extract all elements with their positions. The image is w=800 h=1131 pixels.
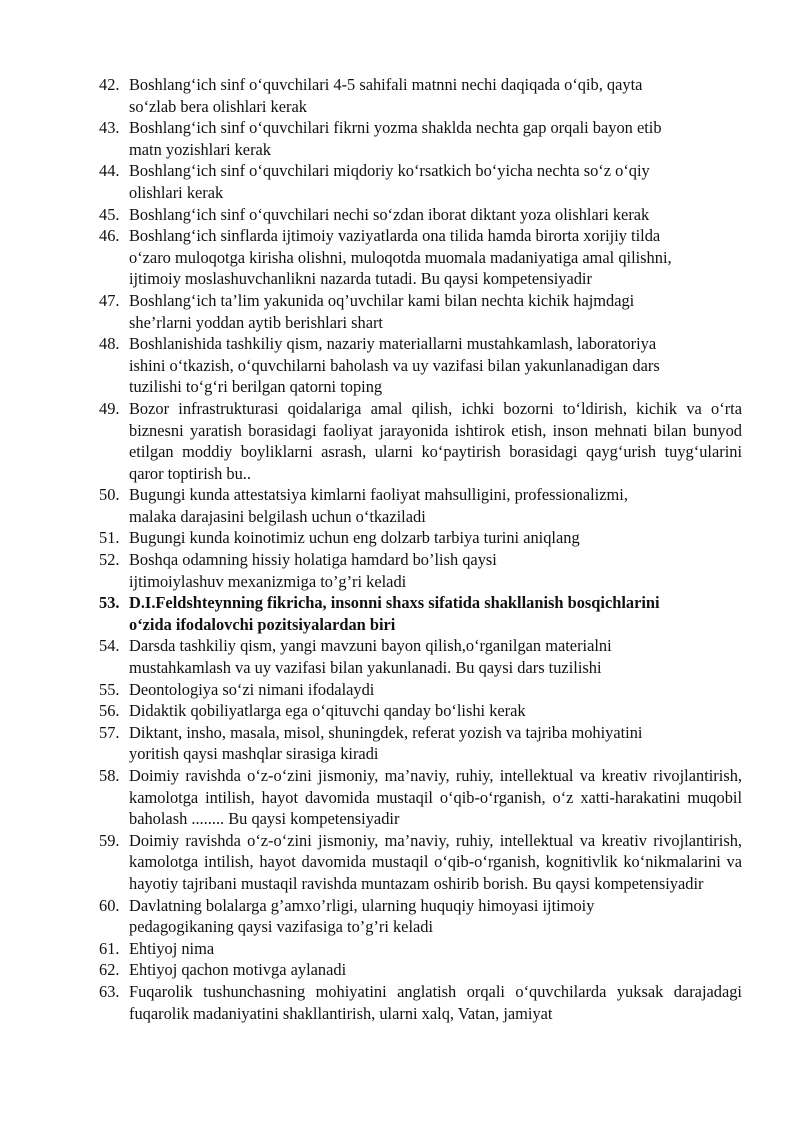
question-text-line: yoritish qaysi mashqlar sirasiga kiradi	[129, 744, 379, 764]
question-text	[129, 549, 742, 592]
question-text-line: matn yozishlari kerak	[129, 139, 272, 159]
question-text-line: Ehtiyoj nima	[129, 938, 215, 958]
question-number: 60.	[99, 895, 120, 915]
question-number: 48.	[99, 334, 120, 354]
question-text	[129, 225, 742, 290]
question-item	[99, 938, 742, 960]
question-text-line: ijtimoiy moslashuvchanlikni nazarda tutadi. Bu qaysi kompetensiyadir	[129, 269, 592, 289]
question-text	[129, 204, 742, 226]
question-item	[99, 635, 742, 678]
question-item	[99, 592, 742, 635]
question-item	[99, 398, 742, 484]
question-text-line: Diktant, insho, masala, misol, shuningdek, referat yozish va tajriba mohiyatini	[129, 722, 643, 742]
question-number: 50.	[99, 485, 120, 505]
question-text	[129, 959, 742, 981]
question-item	[99, 895, 742, 938]
question-item	[99, 333, 742, 398]
question-number: 54.	[99, 636, 120, 656]
question-text-line: tuzilishi to‘g‘ri berilgan qatorni toping	[129, 377, 383, 397]
question-text	[129, 700, 742, 722]
question-text	[129, 484, 742, 527]
question-text-line: ishini o‘tkazish, o‘quvchilarni baholash va uy vazifasi bilan yakunlanadigan dars	[129, 355, 660, 375]
question-text-line: Boshlang‘ich sinf o‘quvchilari miqdoriy ko‘rsatkich bo‘yicha nechta so‘z o‘qiy	[129, 161, 650, 181]
question-item	[99, 981, 742, 1024]
question-number: 49.	[99, 398, 120, 418]
question-item	[99, 484, 742, 527]
question-text: Doimiy ravishda o‘z-o‘zini jismoniy, ma’naviy, ruhiy, intellektual va kreativ rivojlantirish, kamolotga intilish, hayot davomida mustaqil o‘qib-o‘rganish, o‘z xatti-harakatini muqobil baholash ........ Bu qaysi kompetensiyadir	[129, 766, 742, 829]
question-text-line: Ehtiyoj qachon motivga aylanadi	[129, 960, 347, 980]
question-text-line: pedagogikaning qaysi vazifasiga to’g’ri keladi	[129, 917, 434, 937]
question-item	[99, 527, 742, 549]
question-text	[129, 635, 742, 678]
question-text-line: o‘zida ifodalovchi pozitsiyalardan biri	[129, 614, 396, 634]
question-number: 46.	[99, 226, 120, 246]
question-text-line: Davlatning bolalarga g’amxo’rligi, ularning huquqiy himoyasi ijtimoiy	[129, 895, 595, 915]
question-text-line: malaka darajasini belgilash uchun o‘tkaziladi	[129, 506, 426, 526]
question-list	[99, 74, 742, 1024]
question-item	[99, 549, 742, 592]
question-text-line: Deontologiya so‘zi nimani ifodalaydi	[129, 679, 375, 699]
question-text: Fuqarolik tushunchasning mohiyatini anglatish orqali o‘quvchilarda yuksak darajadagi fuqarolik madaniyatini shakllantirish, ularni xalq, Vatan, jamiyat	[129, 981, 742, 1023]
question-text-line: o‘zaro muloqotga kirisha olishni, muloqotda muomala madaniyatiga amal qilishni,	[129, 247, 672, 267]
question-text-line: mustahkamlash va uy vazifasi bilan yakunlanadi. Bu qaysi dars tuzilishi	[129, 658, 602, 678]
question-text-line: Darsda tashkiliy qism, yangi mavzuni bayon qilish,o‘rganilgan materialni	[129, 636, 612, 656]
question-text-line: Boshlang‘ich sinf o‘quvchilari 4-5 sahifali matnni nechi daqiqada o‘qib, qayta	[129, 75, 643, 94]
question-item	[99, 204, 742, 226]
question-text	[129, 117, 742, 160]
question-number: 47.	[99, 290, 120, 310]
question-number: 61.	[99, 938, 120, 958]
question-number: 55.	[99, 679, 120, 699]
question-number: 58.	[99, 766, 120, 785]
question-text	[129, 679, 742, 701]
question-text	[129, 333, 742, 398]
question-number: 42.	[99, 75, 120, 94]
question-text-line: Didaktik qobiliyatlarga ega o‘qituvchi qanday bo‘lishi kerak	[129, 701, 526, 721]
question-number: 43.	[99, 118, 120, 138]
question-text-line: ijtimoiylashuv mexanizmiga to’g’ri keladi	[129, 571, 407, 591]
question-text-line: Boshqa odamning hissiy holatiga hamdard bo’lish qaysi	[129, 550, 497, 570]
question-number: 44.	[99, 161, 120, 181]
question-text	[129, 160, 742, 203]
question-text-line: Boshlang‘ich ta’lim yakunida oq’uvchilar kami bilan nechta kichik hajmdagi	[129, 290, 635, 310]
question-number: 51.	[99, 528, 120, 548]
question-text	[129, 290, 742, 333]
question-text	[129, 895, 742, 938]
question-number: 62.	[99, 960, 120, 980]
question-text-line: so‘zlab bera olishlari kerak	[129, 96, 307, 116]
question-item	[99, 830, 742, 895]
question-number: 45.	[99, 204, 120, 224]
question-item	[99, 765, 742, 830]
question-text	[129, 74, 742, 117]
question-item	[99, 225, 742, 290]
question-item	[99, 160, 742, 203]
question-item	[99, 290, 742, 333]
question-number: 53.	[99, 593, 120, 613]
question-item	[99, 700, 742, 722]
question-text-line: olishlari kerak	[129, 182, 224, 202]
question-text: Bozor infrastrukturasi qoidalariga amal qilish, ichki bozorni to‘ldirish, kichik va o‘rta biznesni yaratish borasidagi faoliyat jarayonida ishtirok etish, inson mehnati bilan bunyod etilgan moddiy boyliklarni asrash, ularni ko‘paytirish borasidagi qayg‘urish tuyg‘ularini qaror toptirish bu..	[129, 398, 742, 483]
question-item	[99, 117, 742, 160]
question-number: 59.	[99, 830, 120, 850]
question-text-line: Bugungi kunda attestatsiya kimlarni faoliyat mahsulligini, professionalizmi,	[129, 485, 628, 505]
question-text	[129, 527, 742, 549]
question-text-line: D.I.Feldshteynning fikricha, insonni shaxs sifatida shakllanish bosqichlarini	[129, 593, 660, 613]
question-text	[129, 938, 742, 960]
question-text: Doimiy ravishda o‘z-o‘zini jismoniy, ma’naviy, ruhiy, intellektual va kreativ rivojlantirish, kamolotga intilish, hayot davomida mustaqil o‘qib-o‘rganish, kognitivlik ko‘nikmalarini va hayotiy tajribani mustaqil ravishda muntazam oshirib borish. Bu qaysi kompetensiyadir	[129, 830, 742, 893]
question-text-line: Boshlang‘ich sinflarda ijtimoiy vaziyatlarda ona tilida hamda birorta xorijiy tilda	[129, 226, 661, 246]
question-item	[99, 959, 742, 981]
question-number: 63.	[99, 981, 120, 1001]
question-text-line: Boshlanishida tashkiliy qism, nazariy materiallarni mustahkamlash, laboratoriya	[129, 334, 657, 354]
question-item	[99, 74, 742, 117]
question-text	[129, 592, 742, 635]
question-text-line: Boshlang‘ich sinf o‘quvchilari nechi so‘zdan iborat diktant yoza olishlari kerak	[129, 204, 650, 224]
question-number: 56.	[99, 701, 120, 721]
question-number: 52.	[99, 550, 120, 570]
question-text	[129, 722, 742, 765]
question-text-line: Boshlang‘ich sinf o‘quvchilari fikrni yozma shaklda nechta gap orqali bayon etib	[129, 118, 662, 138]
question-item	[99, 679, 742, 701]
question-item	[99, 722, 742, 765]
question-text-line: she’rlarni yoddan aytib berishlari shart	[129, 312, 383, 332]
question-number: 57.	[99, 722, 120, 742]
question-text-line: Bugungi kunda koinotimiz uchun eng dolzarb tarbiya turini aniqlang	[129, 528, 580, 548]
